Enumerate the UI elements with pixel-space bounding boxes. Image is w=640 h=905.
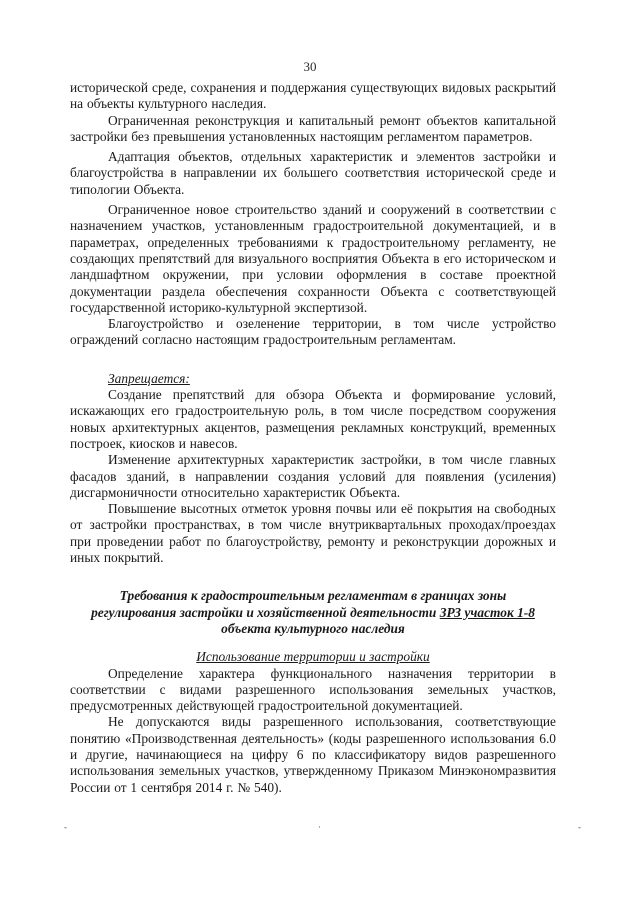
section-title-line2-prefix: регулирования застройки и хозяйственной деятельности <box>91 604 440 620</box>
paragraph-functional-purpose: Определение характера функционального назначения территории в соответствии с видами разрешенного использования земельных участков, предусмотренных действующей градостроительной документацией. <box>70 665 556 714</box>
paragraph-continuation: исторической среде, сохранения и поддержания существующих видовых раскрытий на объекты культурного наследия. <box>70 80 556 112</box>
paragraph-new-construction: Ограниченное новое строительство зданий и сооружений в соответствии с назначением участков, установленным градостроительной документацией, и в параметрах, определенных требованиями к градостроительному регламенту, не создающих препятствий для визуального восприятия Объекта в его историческом и ландшафтном окружении, при условии оформления в составе проектной документации раздела обеспечения сохранности Объекта с соответствующей государственной историко-культурной экспертизой. <box>70 202 556 315</box>
paragraph-landscaping: Благоустройство и озеленение территории, в том числе устройство ограждений согласно настоящим градостроительным регламентам. <box>70 316 556 348</box>
scan-mark-left: ‑ <box>64 822 67 832</box>
prohibited-heading: Запрещается: <box>108 370 190 386</box>
section-title-line3: объекта культурного наследия <box>221 620 405 636</box>
scan-mark-center: · <box>318 822 321 832</box>
section-title-line2 <box>88 605 538 621</box>
paragraph-reconstruction: Ограниченная реконструкция и капитальный ремонт объектов капитальной застройки без превышения установленных настоящим регламентом параметров. <box>70 112 556 144</box>
scan-mark-right: ‑ <box>578 822 581 832</box>
section-title-line1: Требования к градостроительным регламентам в границах зоны <box>119 588 507 604</box>
paragraph-prohibited-elevation: Повышение высотных отметок уровня почвы или её покрытия на свободных от застройки пространствах, в том числе внутриквартальных проходах/проездах при проведении работ по благоустройству, ремонту и реконструкции дорожных и иных покрытий. <box>70 501 556 566</box>
paragraph-production-ban: Не допускаются виды разрешенного использования, соответствующие понятию «Производственная деятельность» (коды разрешенного использования 6.0 и другие, начинающиеся на цифру 6 по классификатору видов разрешенного использования земельных участков, утвержденному Приказом Минэкономразвития России от 1 сентября 2014 г. № 540). <box>70 714 556 795</box>
section-title <box>70 588 556 637</box>
paragraph-prohibited-obstruction: Создание препятствий для обзора Объекта и формирование условий, искажающих его градостроительную роль, в том числе посредством сооружения новых архитектурных акцентов, размещения рекламных конструкций, временных построек, киосков и навесов. <box>70 387 556 451</box>
paragraph-prohibited-facade: Изменение архитектурных характеристик застройки, в том числе главных фасадов зданий, в направлении создания условий для появления (усиления) дисгармоничности относительно характеристик Объекта. <box>70 452 556 500</box>
document-body <box>70 80 556 796</box>
usage-heading: Использование территории и застройки <box>196 649 430 665</box>
zone-code: ЗРЗ участок 1-8 <box>439 604 535 620</box>
paragraph-adaptation: Адаптация объектов, отдельных характеристик и элементов застройки и благоустройства в направлении их большего соответствия исторической среде и типологии Объекта. <box>70 149 556 197</box>
page-number: 30 <box>303 59 317 74</box>
